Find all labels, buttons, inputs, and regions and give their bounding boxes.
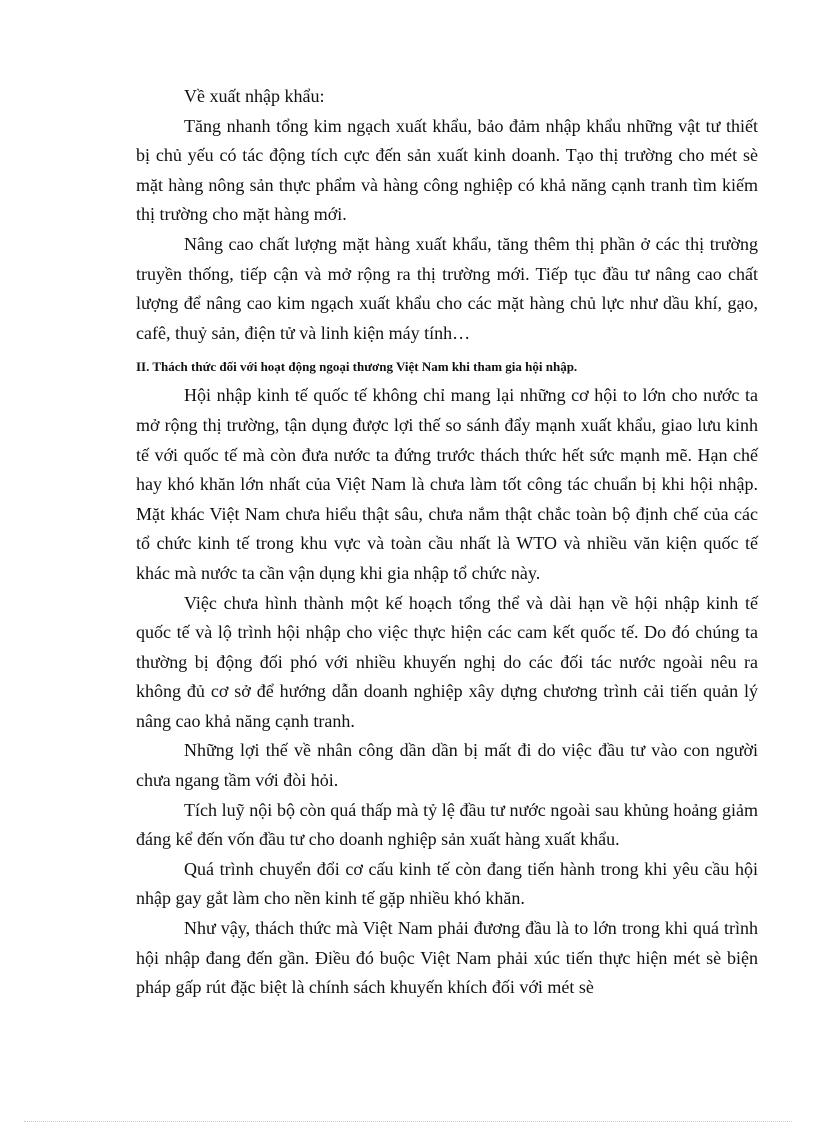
page-bottom-divider: [24, 1121, 792, 1122]
subsection-heading: Về xuất nhập khẩu:: [184, 86, 325, 106]
section-title: II. Thách thức đối với hoạt động ngoại thương Việt Nam khi tham gia hội nhập.: [136, 359, 578, 375]
paragraph: Nâng cao chất lượng mặt hàng xuất khẩu, tăng thêm thị phần ở các thị trường truyền thống, tiếp cận và mở rộng ra thị trường mới. Tiếp tục đầu tư nâng cao chất lượng để nâng cao kim ngạch xuất khẩu cho các mặt hàng chủ lực như dầu khí, gạo, cafê, thuỷ sản, điện tử và linh kiện máy tính…: [136, 233, 758, 343]
paragraph: Tăng nhanh tổng kim ngạch xuất khẩu, bảo đảm nhập khẩu những vật tư thiết bị chủ yếu có tác động tích cực đến sản xuất kinh doanh. Tạo thị trường cho mét sè mặt hàng nông sản thực phẩm và hàng công nghiệp có khả năng cạnh tranh tìm kiếm thị trường cho mặt hàng mới.: [136, 115, 758, 225]
paragraph: Việc chưa hình thành một kế hoạch tổng thể và dài hạn về hội nhập kinh tế quốc tế và lộ trình hội nhập cho việc thực hiện các cam kết quốc tế. Do đó chúng ta thường bị động đối phó với nhiều khuyến nghị do các đối tác nước ngoài nêu ra không đủ cơ sở để hướng dẫn doanh nghiệp xây dựng chương trình cải tiến quản lý nâng cao khả năng cạnh tranh.: [136, 592, 758, 731]
paragraph: Quá trình chuyển đổi cơ cấu kinh tế còn đang tiến hành trong khi yêu cầu hội nhập gay gắt làm cho nền kinh tế gặp nhiều khó khăn.: [136, 858, 758, 909]
paragraph: Tích luỹ nội bộ còn quá thấp mà tỷ lệ đầu tư nước ngoài sau khủng hoảng giảm đáng kể đến vốn đầu tư cho doanh nghiệp sản xuất hàng xuất khẩu.: [136, 799, 758, 850]
document-body: [136, 82, 758, 1003]
paragraph: Những lợi thế về nhân công dần dần bị mất đi do việc đầu tư vào con người chưa ngang tầm với đòi hỏi.: [136, 740, 758, 791]
paragraph: Như vậy, thách thức mà Việt Nam phải đương đầu là to lớn trong khi quá trình hội nhập đang đến gần. Điều đó buộc Việt Nam phải xúc tiến thực hiện mét sè biện pháp gấp rút đặc biệt là chính sách khuyến khích đối với mét sè: [136, 918, 758, 998]
paragraph: Hội nhập kinh tế quốc tế không chỉ mang lại những cơ hội to lớn cho nước ta mở rộng thị trường, tận dụng được lợi thế so sánh đẩy mạnh xuất khẩu, giao lưu kinh tế với quốc tế mà còn đưa nước ta đứng trước thách thức hết sức mạnh mẽ. Hạn chế hay khó khăn lớn nhất của Việt Nam là chưa làm tốt công tác chuẩn bị khi hội nhập. Mặt khác Việt Nam chưa hiểu thật sâu, chưa nắm thật chắc toàn bộ định chế của các tổ chức kinh tế trong khu vực và toàn cầu nhất là WTO và nhiều văn kiện quốc tế khác mà nước ta cần vận dụng khi gia nhập tổ chức này.: [136, 385, 758, 583]
